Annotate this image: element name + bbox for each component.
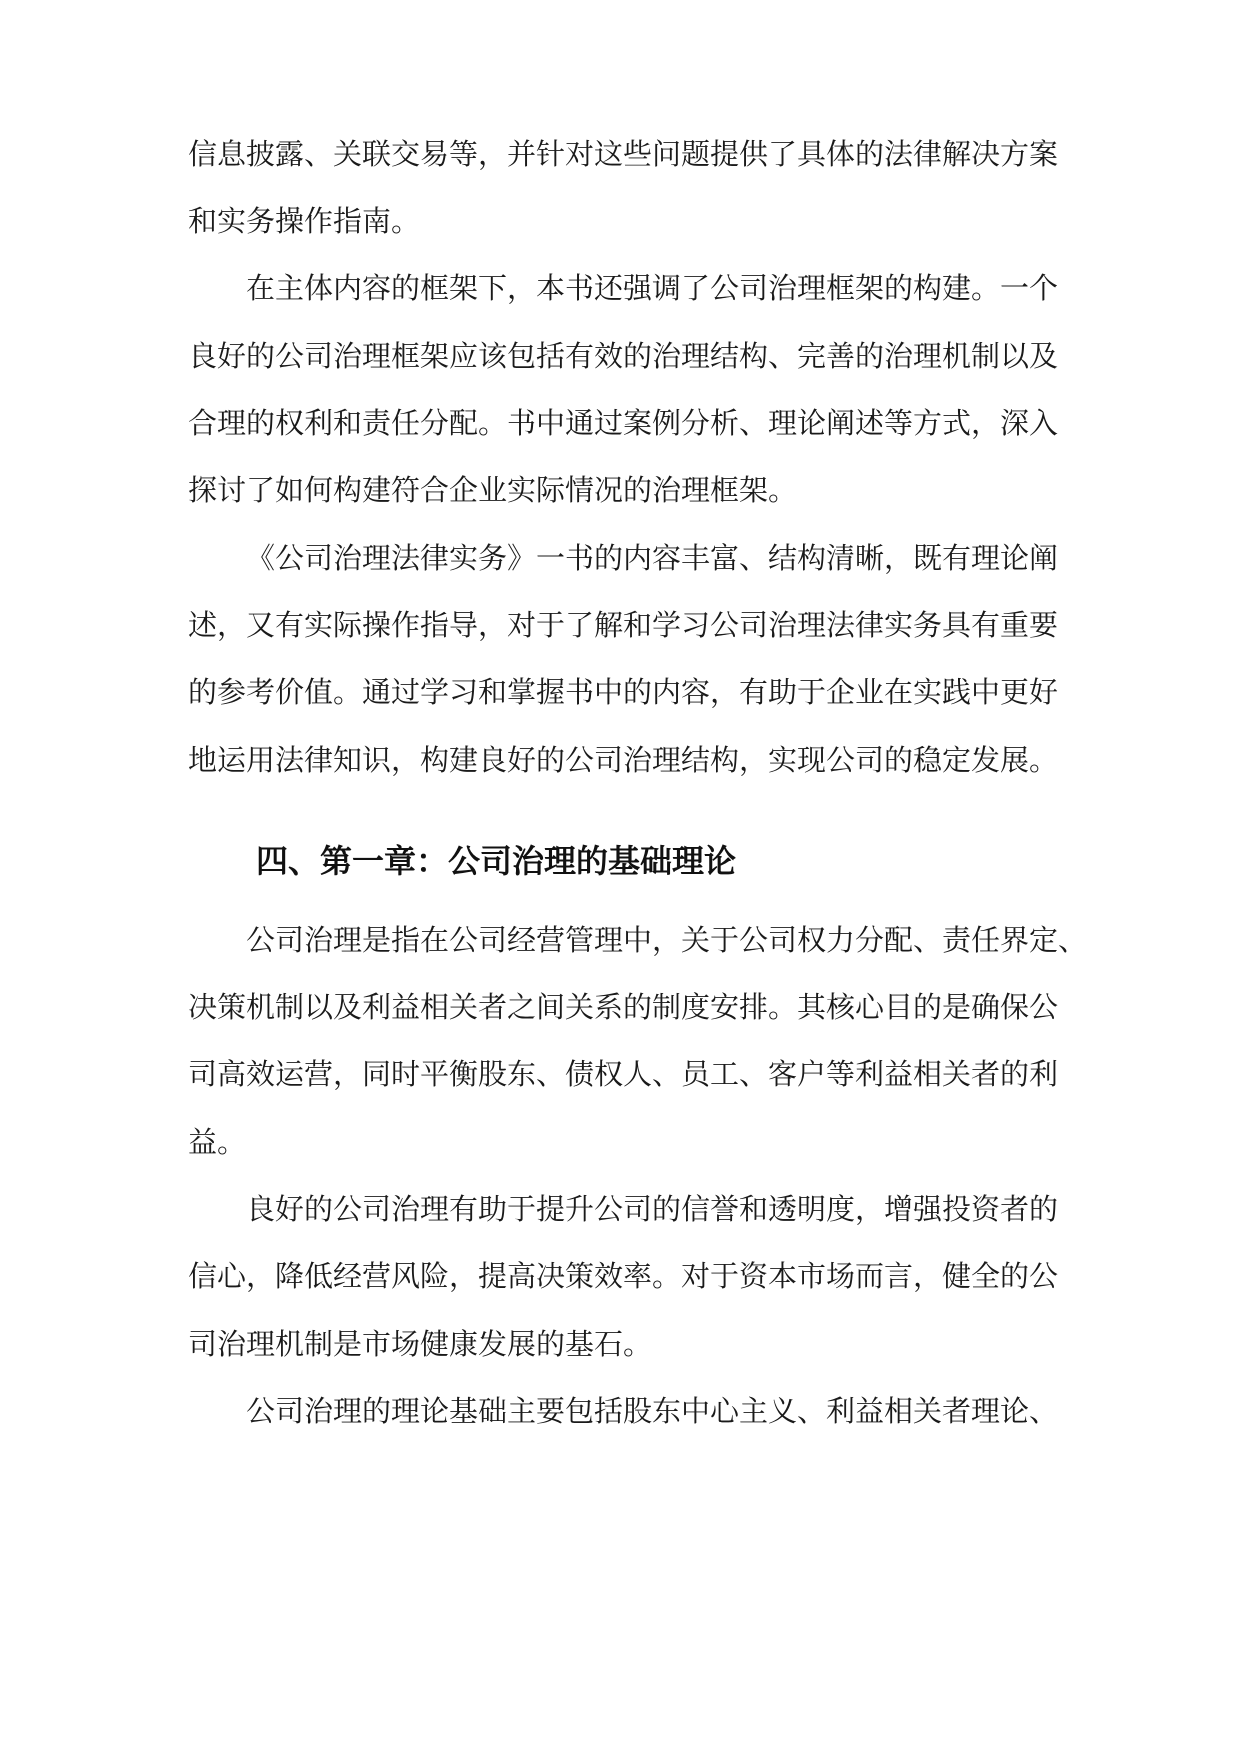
paragraph-line: 司高效运营，同时平衡股东、债权人、员工、客户等利益相关者的利 (188, 1057, 1059, 1091)
paragraph-line: 良好的公司治理有助于提升公司的信誉和透明度，增强投资者的 (246, 1192, 1059, 1226)
paragraph-line: 信心，降低经营风险，提高决策效率。对于资本市场而言，健全的公 (188, 1259, 1059, 1293)
paragraph-line: 公司治理是指在公司经营管理中，关于公司权力分配、责任界定、 (246, 923, 1088, 957)
paragraph-line: 益。 (188, 1125, 247, 1159)
paragraph-line: 决策机制以及利益相关者之间关系的制度安排。其核心目的是确保公 (188, 990, 1059, 1024)
paragraph-line: 述，又有实际操作指导，对于了解和学习公司治理法律实务具有重要 (188, 608, 1059, 642)
paragraph-line: 公司治理的理论基础主要包括股东中心主义、利益相关者理论、 (246, 1394, 1059, 1428)
paragraph-line: 信息披露、关联交易等，并针对这些问题提供了具体的法律解决方案 (188, 137, 1059, 171)
paragraph-line: 《公司治理法律实务》一书的内容丰富、结构清晰，既有理论阐 (246, 541, 1059, 575)
paragraph-line: 地运用法律知识，构建良好的公司治理结构，实现公司的稳定发展。 (188, 743, 1059, 777)
paragraph-line: 探讨了如何构建符合企业实际情况的治理框架。 (188, 473, 798, 507)
paragraph-line: 的参考价值。通过学习和掌握书中的内容，有助于企业在实践中更好 (188, 675, 1059, 709)
section-heading: 四、第一章：公司治理的基础理论 (256, 842, 737, 880)
paragraph-line: 合理的权利和责任分配。书中通过案例分析、理论阐述等方式，深入 (188, 406, 1059, 440)
paragraph-line: 良好的公司治理框架应该包括有效的治理结构、完善的治理机制以及 (188, 339, 1059, 373)
paragraph-line: 在主体内容的框架下，本书还强调了公司治理框架的构建。一个 (246, 271, 1059, 305)
paragraph-line: 和实务操作指南。 (188, 204, 421, 238)
paragraph-line: 司治理机制是市场健康发展的基石。 (188, 1327, 653, 1361)
